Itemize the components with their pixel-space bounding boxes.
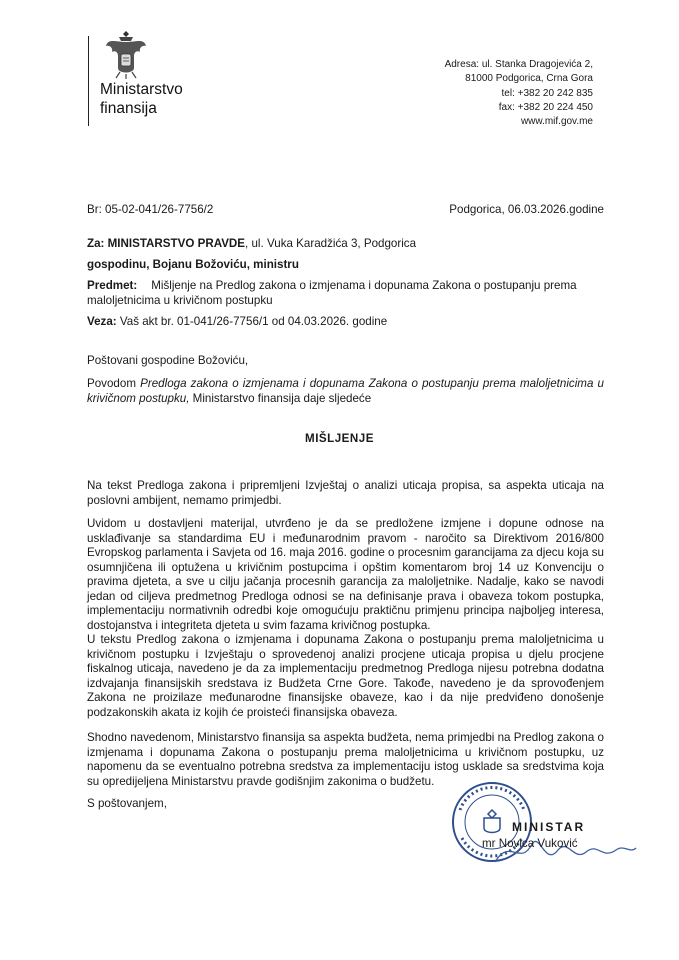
paragraph-4: Shodno navedenom, Ministarstvo finansija sa aspekta budžeta, nema primjedbi na Predlog zakona o izmjenama i dopunama Zakona o postupanju prema maloljetnicima u krivičnom postupku, uz napomenu da se eventualno potrebna sredstva za implementaciju istog usklade sa sredstvima koja su opredijeljena Ministarstvu pravde godišnjim zakonima o budžetu. — [87, 731, 604, 788]
recipient-line — [87, 237, 604, 252]
address-city: 81000 Podgorica, Crna Gora — [465, 73, 593, 85]
intro-before: Povodom — [87, 377, 141, 390]
address-phone: tel: +382 20 242 835 — [501, 87, 593, 99]
recipient-address: , ul. Vuka Karadžića 3, Podgorica — [245, 237, 417, 250]
paragraph-2: Uvidom u dostavljeni materijal, utvrđeno je da se predložene izmjene i dopune odnose na usklađivanje sa standardima EU i međunarodnim pravom - naročito sa Direktivom 2016/800 Evropskog parlamenta i Savjeta od 16. maja 2016. godine o procesnim garancijama za djecu koja su osumnjičena ili optužena u krivičnim postupcima i opštim komentarom broj 14 uz Konvenciju o pravima djeteta, a sve u cilju jačanja procesnih garancija za maloljetnike. Nadalje, kako se navodi jedan od ciljeva predmetnog Predloga odnosi se na definisanje prava i obaveza tokom postupka, implementaciju normativnih odredbi koje omogućuju praktičnu primjenu principa najboljeg interesa, dostojanstva i integriteta djeteta u svim fazama krivičnog postupka. — [87, 517, 604, 632]
ministry-name — [100, 80, 183, 118]
paragraph-3: U tekstu Predlog zakona o izmjenama i dopunama Zakona o postupanju prema maloljetnicima u krivičnom postupku i Izvještaju o sprovedenoj analizi procjene uticaja propisa u djelu procjene fiskalnog uticaja, navedeno je da za implementaciju predmetnog Predloga nijesu potrebna dodatna izdvajanja finansijskih sredstava iz Budžeta Crne Gore. Takođe, navedeno je da sprovođenjem Zakona ne proizilaze međunarodne finansijske obaveze, kao i da nije predviđeno donošenje podzakonskih akata iz kojih će proisteći finansijska obaveza. — [87, 633, 604, 719]
paragraph-1: Na tekst Predloga zakona i pripremljeni Izvještaj o analizi uticaja propisa, sa aspekta uticaja na poslovni ambijent, nemamo primjedbi. — [87, 479, 604, 507]
coat-of-arms-icon — [104, 28, 148, 80]
ministry-address — [353, 58, 593, 129]
salutation: Poštovani gospodine Božoviću, — [87, 354, 249, 367]
subject-text: Mišljenje na Predlog zakona o izmjenama i dopunama Zakona o postupanju prema maloljetnicima u krivičnom postupku — [87, 279, 577, 307]
intro-after: Ministarstvo finansija daje sljedeće — [189, 391, 372, 405]
ministry-name-line1: Ministarstvo — [100, 81, 183, 98]
address-website: www.mif.gov.me — [520, 116, 593, 128]
intro-law-title: Predloga zakona o izmjenama i dopunama Zakona o postupanju prema maloljetnicima u krivičnom postupku, — [87, 377, 604, 405]
intro-paragraph — [87, 377, 604, 406]
signature-title: MINISTAR — [512, 820, 586, 834]
opinion-heading: MIŠLJENJE — [305, 432, 374, 445]
ministry-name-line2: finansija — [100, 100, 157, 117]
reference-number: Br: 05-02-041/26-7756/2 — [87, 203, 214, 216]
recipient-label: Za: — [87, 237, 105, 250]
subject-block — [87, 279, 604, 308]
subject-label: Predmet: — [87, 279, 138, 292]
document-date: Podgorica, 06.03.2026.godine — [449, 203, 604, 216]
signature-name: mr Novica Vuković — [482, 837, 578, 850]
address-street: Adresa: ul. Stanka Dragojevića 2, — [444, 59, 593, 70]
closing: S poštovanjem, — [87, 797, 167, 810]
reference-link-label: Veza: — [87, 315, 117, 328]
address-fax: fax: +382 20 224 450 — [498, 101, 593, 113]
logo-divider — [88, 36, 89, 126]
reference-link — [87, 315, 604, 330]
recipient-person: gospodinu, Bojanu Božoviću, ministru — [87, 258, 299, 271]
recipient-name: MINISTARSTVO PRAVDE — [107, 237, 246, 250]
ministry-logo — [88, 28, 208, 128]
reference-link-text: Vaš akt br. 01-041/26-7756/1 od 04.03.2026. godine — [119, 315, 388, 328]
